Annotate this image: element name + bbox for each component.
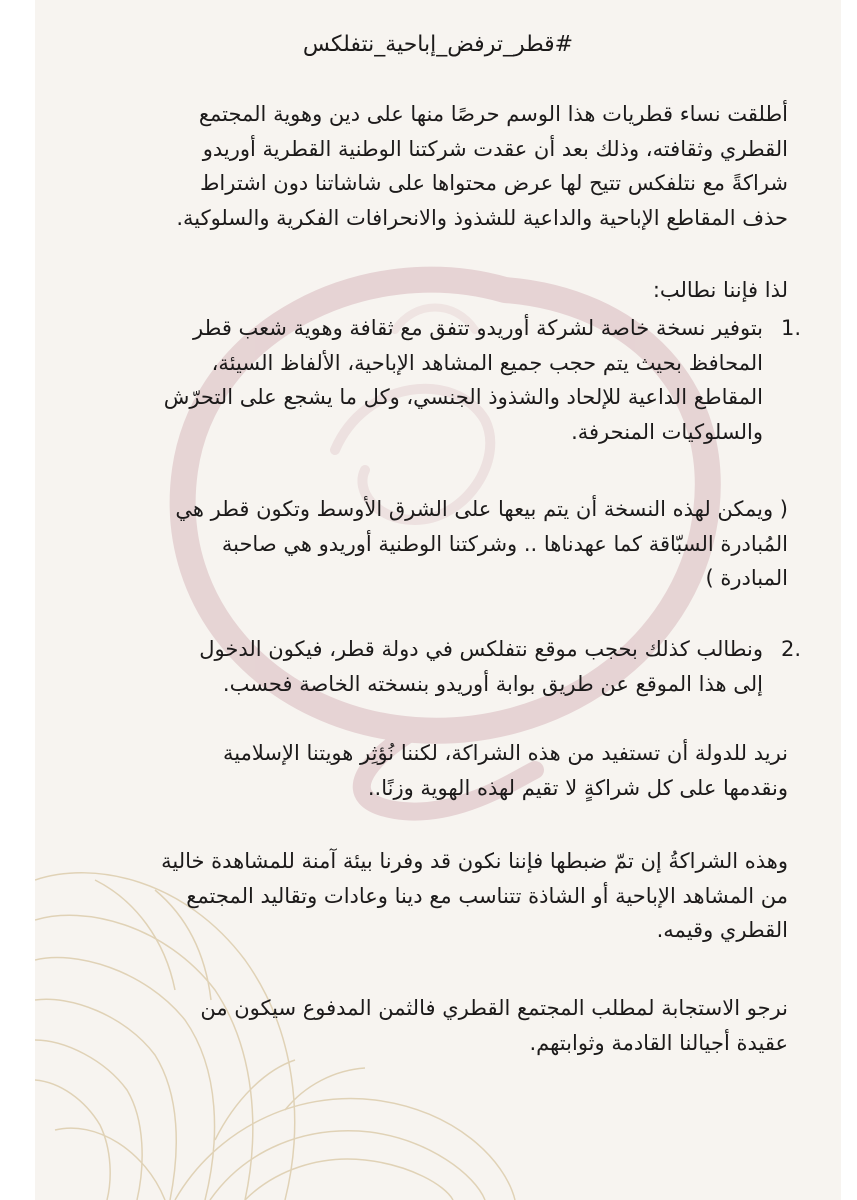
paragraph-identity: [73, 736, 788, 805]
demand-2-line: إلى هذا الموقع عن طريق بوابة أوريدو بنسخته الخاصة فحسب.: [222, 671, 763, 696]
hashtag-title: #قطر_ترفض_إباحية_نتفلكس: [302, 32, 574, 57]
paragraph-line: نرجو الاستجابة لمطلب المجتمع القطري فالثمن المدفوع سيكون من: [200, 996, 788, 1020]
note-line: المبادرة ): [705, 566, 788, 590]
note-line: ( ويمكن لهذه النسخة أن يتم بيعها على الشرق الأوسط وتكون قطر هي: [175, 497, 788, 521]
intro-paragraph: [73, 97, 788, 235]
note-paragraph: [73, 492, 788, 596]
demand-1-line: المحافظ بحيث يتم حجب جميع المشاهد الإباحية، الألفاظ السيئة،: [211, 350, 763, 375]
paragraph-closing: [73, 991, 788, 1060]
intro-line: حذف المقاطع الإباحية والداعية للشذوذ والانحرافات الفكرية والسلوكية.: [176, 205, 788, 230]
paragraph-line: عقيدة أجيالنا القادمة وثوابتهم.: [529, 1030, 788, 1055]
demands-heading-text: لذا فإننا نطالب:: [652, 278, 788, 302]
intro-line: القطري وثقافته، وذلك بعد أن عقدت شركتنا الوطنية القطرية أوريدو: [202, 136, 788, 161]
demand-item-2: [73, 632, 801, 701]
demands-heading: [73, 273, 788, 308]
paragraph-line: ونقدمها على كل شراكةٍ لا تقيم لهذه الهوية وزنًا..: [367, 775, 788, 800]
demand-item-1: [73, 311, 801, 449]
intro-line: أطلقت نساء قطريات هذا الوسم حرصًا منها على دين وهوية المجتمع: [198, 102, 788, 126]
list-number-1: 1.: [780, 316, 801, 340]
note-line: المُبادرة السبّاقة كما عهدناها .. وشركتنا الوطنية أوريدو هي صاحبة: [221, 531, 788, 556]
paragraph-line: القطري وقيمه.: [656, 918, 788, 942]
demand-2-text: ونطالب كذلك بحجب موقع نتفلكس في دولة قطر، فيكون الدخول: [199, 637, 763, 661]
paragraph-line: وهذه الشراكةُ إن تمّ ضبطها فإننا نكون قد وفرنا بيئة آمنة للمشاهدة خالية: [161, 849, 788, 873]
list-number-2: 2.: [780, 637, 801, 661]
demand-1-text: بتوفير نسخة خاصة لشركة أوريدو تتفق مع ثقافة وهوية شعب قطر: [193, 316, 763, 340]
intro-line: شراكةً مع نتلفكس تتيح لها عرض محتواها على شاشاتنا دون اشتراط: [199, 171, 788, 195]
demand-1-line: [73, 311, 801, 346]
statement-content: [35, 0, 841, 1200]
paragraph-line: من المشاهد الإباحية أو الشاذة تتناسب مع دينا وعادات وتقاليد المجتمع: [186, 883, 788, 908]
statement-card: [35, 0, 841, 1200]
demand-1-line: والسلوكيات المنحرفة.: [571, 419, 763, 444]
paragraph-line: نريد للدولة أن تستفيد من هذه الشراكة، لكننا نُؤثِر هويتنا الإسلامية: [223, 741, 788, 765]
demand-2-line: [73, 632, 801, 667]
demand-1-line: المقاطع الداعية للإلحاد والشذوذ الجنسي، وكل ما يشجع على التحرّش: [163, 385, 763, 409]
paragraph-safe-environment: [73, 844, 788, 948]
